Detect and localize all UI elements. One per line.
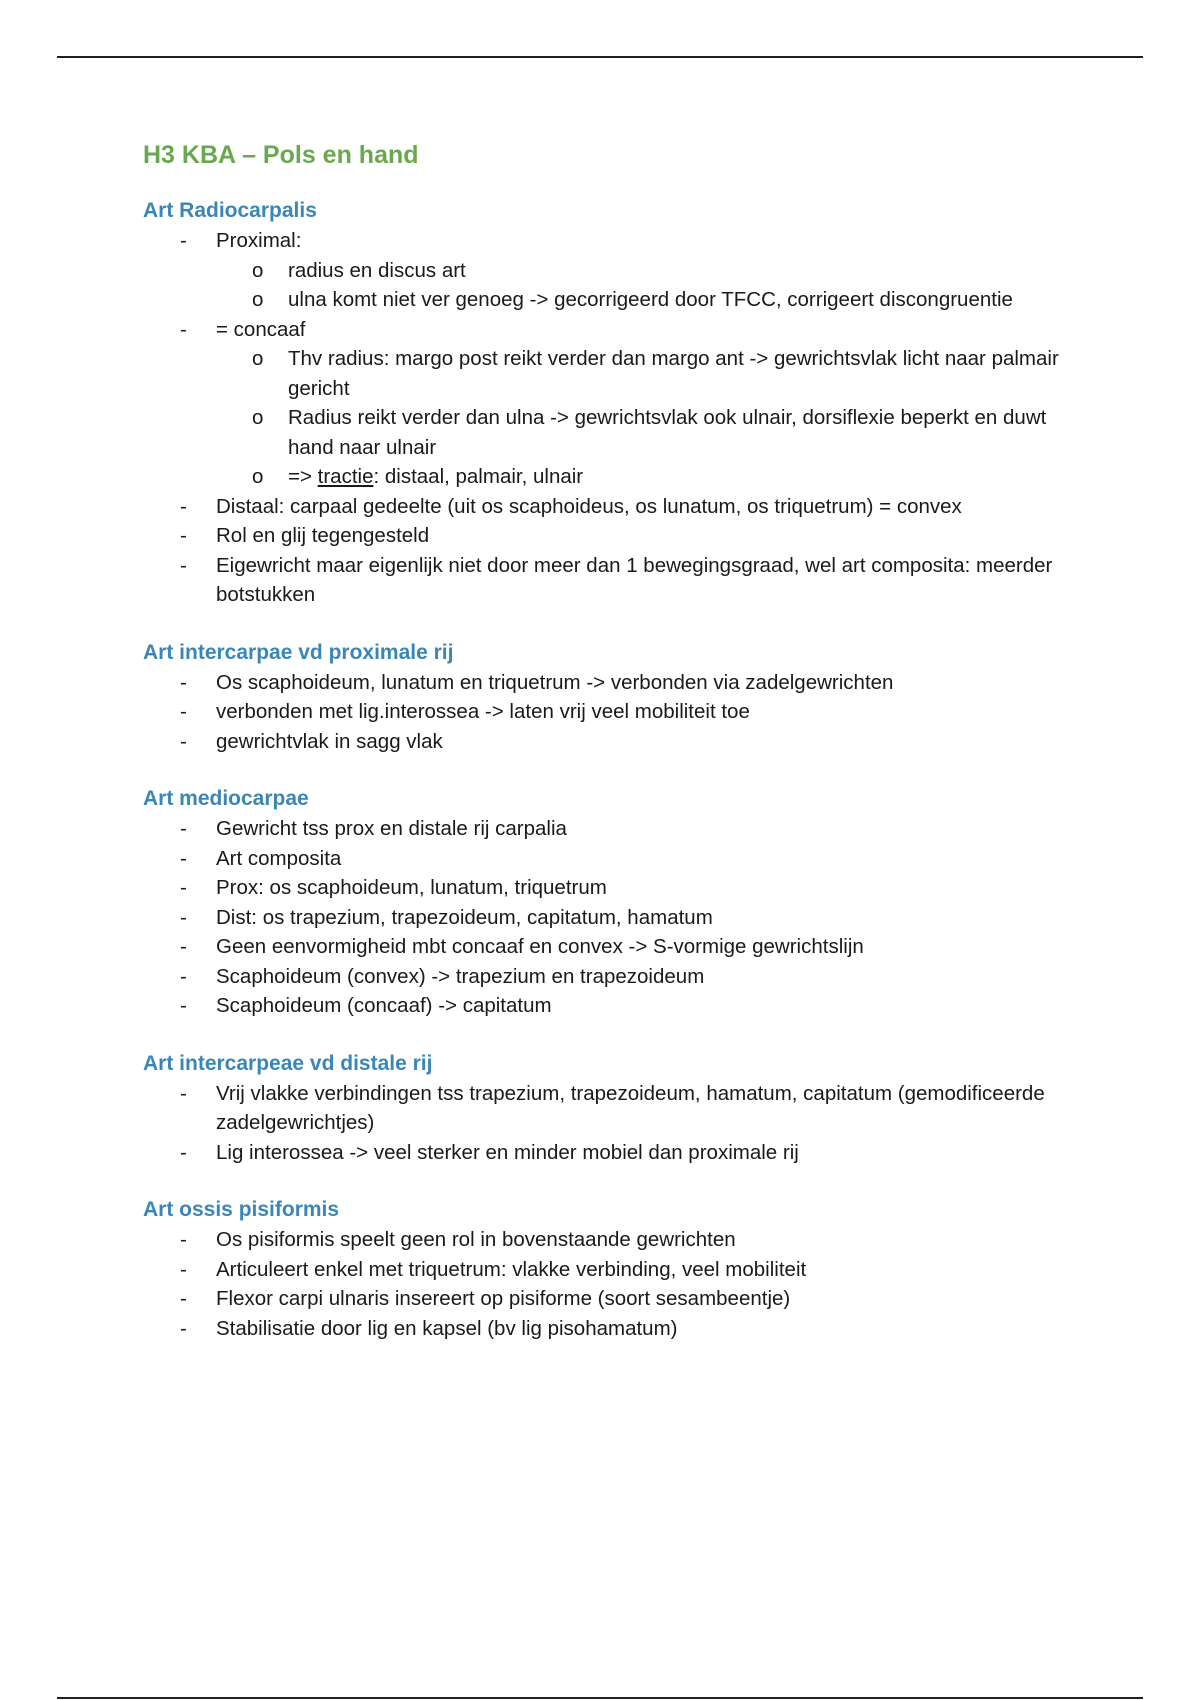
sub-item-text: Radius reikt verder dan ulna -> gewrichtsvlak ook ulnair, dorsiflexie beperkt en duwt hand naar ulnair (288, 406, 1047, 459)
dash-bullet: - (180, 1287, 187, 1310)
circle-bullet: o (252, 347, 264, 370)
dash-bullet: - (180, 729, 187, 753)
sub-list (216, 344, 1063, 492)
list-item (143, 697, 1063, 727)
bottom-rule (57, 1697, 1143, 1699)
tractie-term: tractie (317, 465, 374, 488)
section-heading: Art intercarpeae vd distale rij (143, 1051, 433, 1075)
sub-item-text: Thv radius: margo post reikt verder dan margo ant -> gewrichtsvlak licht naar palmair gericht (288, 347, 1059, 400)
sub-item-text: radius en discus art (288, 258, 466, 282)
dash-bullet: - (180, 1228, 187, 1251)
bullet-list (143, 668, 1063, 757)
sub-list-item (215, 256, 1063, 286)
list-item (143, 1225, 1063, 1255)
section-mediocarpae (143, 784, 1063, 1021)
list-item (143, 903, 1063, 933)
section-heading: Art Radiocarpalis (143, 199, 317, 222)
list-item-text: Distaal: carpaal gedeelte (uit os scaphoideus, os lunatum, os triquetrum) = convex (216, 494, 962, 518)
list-item (143, 1079, 1063, 1138)
list-item-text: Scaphoideum (concaaf) -> capitatum (216, 994, 552, 1017)
section-ossis-pisiformis (143, 1195, 1063, 1343)
dash-bullet: - (180, 964, 187, 988)
list-item (143, 873, 1063, 903)
list-item (143, 844, 1063, 874)
dash-bullet: - (180, 700, 187, 723)
sub-list-item (215, 403, 1063, 462)
list-item (143, 1314, 1063, 1344)
circle-bullet: o (252, 465, 264, 488)
bullet-list (143, 814, 1063, 1021)
dash-bullet: - (180, 670, 187, 694)
dash-bullet: - (180, 317, 187, 341)
list-item-text: verbonden met lig.interossea -> laten vrij veel mobiliteit toe (216, 700, 750, 723)
circle-bullet: o (252, 258, 264, 282)
list-item-text: Stabilisatie door lig en kapsel (bv lig pisohamatum) (216, 1316, 678, 1340)
dash-bullet: - (180, 1316, 187, 1340)
list-item-text: Eigewricht maar eigenlijk niet door meer dan 1 bewegingsgraad, wel art composita: meerder botstukken (216, 553, 1053, 606)
dash-bullet: - (180, 876, 187, 899)
list-item-text: Articuleert enkel met triquetrum: vlakke verbinding, veel mobiliteit (216, 1257, 807, 1281)
dash-bullet: - (180, 1140, 187, 1164)
dash-bullet: - (180, 846, 187, 870)
dash-bullet: - (180, 553, 187, 577)
tractie-rest: : distaal, palmair, ulnair (373, 465, 584, 488)
list-item (143, 521, 1063, 551)
list-item-text: = concaaf (216, 317, 306, 341)
list-item (143, 962, 1063, 992)
sub-item-text: ulna komt niet ver genoeg -> gecorrigeerd door TFCC, corrigeert discongruentie (288, 288, 1013, 311)
section-intercarpae-proximal (143, 638, 1063, 757)
list-item (143, 932, 1063, 962)
sub-list (216, 256, 1063, 315)
bullet-list (143, 1079, 1063, 1168)
dash-bullet: - (180, 1257, 187, 1281)
circle-bullet: o (252, 288, 264, 311)
list-item-text: Vrij vlakke verbindingen tss trapezium, trapezoideum, hamatum, capitatum (gemodificeerde zadelgewrichtjes) (216, 1081, 1045, 1134)
dash-bullet: - (180, 905, 187, 929)
section-heading: Art intercarpae vd proximale rij (143, 640, 454, 664)
list-item (143, 991, 1063, 1021)
circle-bullet: o (252, 406, 264, 429)
section-radiocarpalis (143, 196, 1063, 610)
section-intercarpeae-distal (143, 1049, 1063, 1168)
page-title: H3 KBA – Pols en hand (143, 141, 419, 169)
list-item-text: Gewricht tss prox en distale rij carpalia (216, 817, 567, 840)
list-item (143, 226, 1063, 315)
list-item (143, 551, 1063, 610)
list-item-text: Flexor carpi ulnaris insereert op pisiforme (soort sesambeentje) (216, 1287, 791, 1310)
sub-list-item (215, 285, 1063, 315)
list-item-text: Dist: os trapezium, trapezoideum, capitatum, hamatum (216, 905, 713, 929)
list-item-text: Lig interossea -> veel sterker en minder mobiel dan proximale rij (216, 1140, 799, 1164)
list-item-text: Rol en glij tegengesteld (216, 524, 430, 547)
tractie-prefix: => (288, 465, 318, 488)
section-heading: Art mediocarpae (143, 787, 309, 810)
list-item-text: Os pisiformis speelt geen rol in bovenstaande gewrichten (216, 1228, 736, 1251)
dash-bullet: - (180, 817, 187, 840)
dash-bullet: - (180, 935, 187, 958)
dash-bullet: - (180, 494, 187, 518)
list-item (143, 1255, 1063, 1285)
list-item-text: Scaphoideum (convex) -> trapezium en trapezoideum (216, 964, 705, 988)
dash-bullet: - (180, 229, 187, 252)
list-item (143, 727, 1063, 757)
list-item-text: Proximal: (216, 229, 302, 252)
list-item-text: Art composita (216, 846, 342, 870)
bullet-list (143, 226, 1063, 610)
list-item (143, 315, 1063, 492)
section-heading: Art ossis pisiformis (143, 1198, 340, 1221)
sub-list-item (215, 462, 1063, 492)
list-item-text: Os scaphoideum, lunatum en triquetrum -> verbonden via zadelgewrichten (216, 670, 894, 694)
document-body (143, 140, 1063, 1371)
dash-bullet: - (180, 524, 187, 547)
list-item (143, 492, 1063, 522)
list-item-text: Geen eenvormigheid mbt concaaf en convex -> S-vormige gewrichtslijn (216, 935, 864, 958)
sub-list-item (215, 344, 1063, 403)
list-item-text: Prox: os scaphoideum, lunatum, triquetrum (216, 876, 607, 899)
top-rule (57, 56, 1143, 58)
list-item-text: gewrichtvlak in sagg vlak (216, 729, 443, 753)
list-item (143, 1138, 1063, 1168)
list-item (143, 814, 1063, 844)
list-item (143, 1284, 1063, 1314)
dash-bullet: - (180, 994, 187, 1017)
dash-bullet: - (180, 1081, 187, 1105)
list-item (143, 668, 1063, 698)
bullet-list (143, 1225, 1063, 1343)
